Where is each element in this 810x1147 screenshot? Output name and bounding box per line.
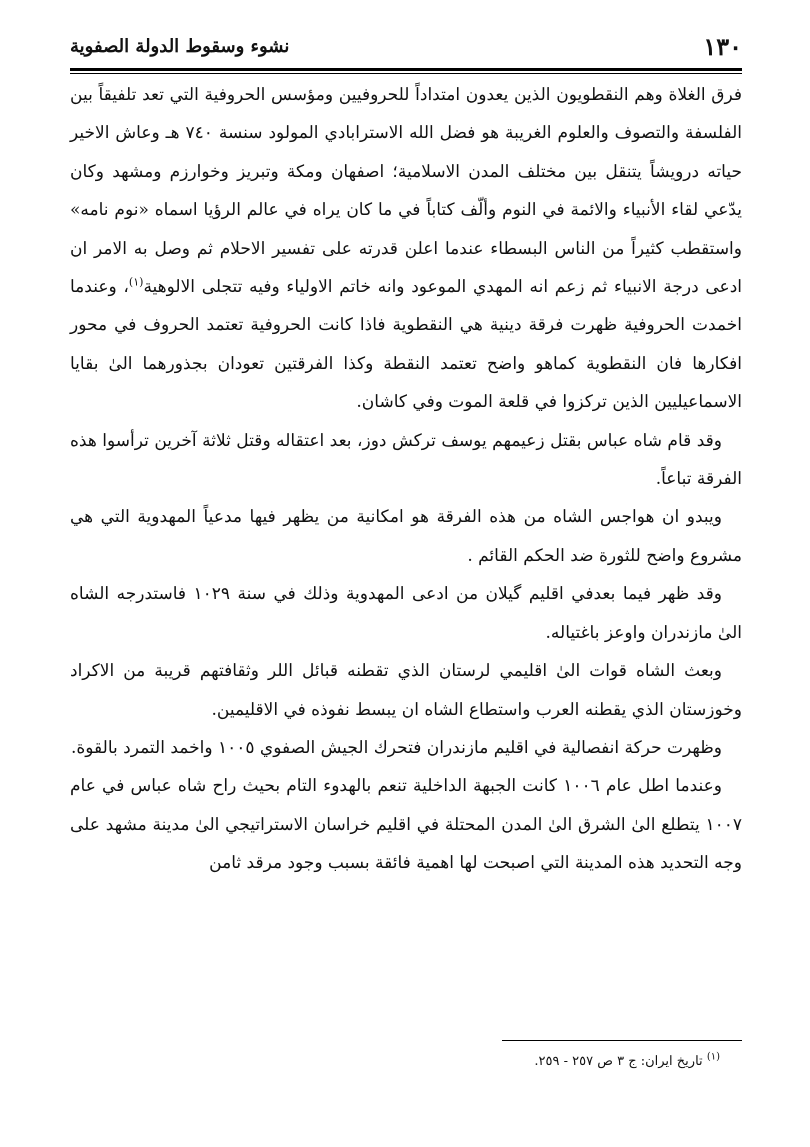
body-text [70,76,742,883]
running-title: نشوء وسقوط الدولة الصفوية [70,35,290,57]
paragraph-3: ويبدو ان هواجس الشاه من هذه الفرقة هو امكانية من يظهر فيها مدعياً المهدوية التي هي مشروع واضح للثورة ضد الحكم القائم . [70,507,742,566]
paragraph-2: وقد قام شاه عباس بقتل زعيمهم يوسف تركش دوز، بعد اعتقاله وقتل ثلاثة آخرين ترأسوا هذه الفرقة تباعاً. [70,430,742,490]
footnote [70,1052,720,1072]
footnote-mark: (١) [706,1051,720,1063]
paragraph-1-text-a: فرق الغلاة وهم النقطويون الذين يعدون امتداداً للحروفيين ومؤسس الحروفية التي تعد تلفيقاً بين الفلسفة والتصوف والعلوم الغريبة هو فضل الله الاسترابادي المولود سنسة ٧٤٠ هـ وعاش الاخير حياته درويشاً يتنقل بين مختلف المدن الاسلامية؛ اصفهان ومكة وتبريز وخوارزم ومشهد وكان يدّعي لقاء الأنبياء والائمة في النوم وألّف كتاباً في ما كان يراه في عالم الرؤيا اسماه «نوم نامه» واستقطب كثيراً من الناس البسطاء عندما اعلن قدرته على تفسير الاحلام ثم وصل به الامر ان ادعى درجة الانبياء ثم زعم انه المهدي الموعود وانه خاتم الاولياء وفيه تتجلى الالوهية [70,85,742,298]
header-rule [70,68,742,74]
paragraph-6: وظهرت حركة انفصالية في اقليم مازندران فتحرك الجيش الصفوي ١٠٠٥ واخمد التمرد بالقوة. [70,737,722,758]
paragraph-5: وبعث الشاه قوات الىٰ اقليمي لرستان الذي تقطنه قبائل اللر وثقافتهم قريبة من الاكراد وخوزستان الذي يقطنه العرب واستطاع الشاه ان يبسط نفوذه في الاقليمين. [70,661,742,720]
paragraph-7: وعندما اطل عام ١٠٠٦ كانت الجبهة الداخلية تنعم بالهدوء التام بحيث راح شاه عباس في عام ١٠٠٧ يتطلع الىٰ الشرق الىٰ المدن المحتلة في اقليم خراسان الاستراتيجي الىٰ مدينة مشهد على وجه التحديد هذه المدينة التي اصبحت لها اهمية فائقة بسبب وجود مرقد ثامن [70,776,742,874]
paragraph-1-text-b: ، وعندما اخمدت الحروفية ظهرت فرقة دينية هي النقطوية فاذا كانت الحروفية تعتمد الحروف في محور افكارها فان النقطوية كماهو واضح تعتمد النقطة وكذا الفرقتين تعودان بجذورهما الىٰ بقايا الاسماعيليين الذين تركزوا في قلعة الموت وفي كاشان. [70,277,742,413]
footnote-reference: (١) [128,275,144,289]
paragraph-1 [70,76,742,422]
paragraph-4: وقد ظهر فيما بعدفي اقليم گيلان من ادعى المهدوية وذلك في سنة ١٠٢٩ فاستدرجه الشاه الىٰ مازندران واوعز باغتياله. [70,584,742,643]
page-number: ١٣٠ [703,31,742,61]
footnote-text: تاريخ ايران: ج ٣ ص ٢٥٧ - ٢٥٩. [534,1054,703,1069]
footnote-rule [502,1040,742,1041]
page-header [70,28,742,64]
